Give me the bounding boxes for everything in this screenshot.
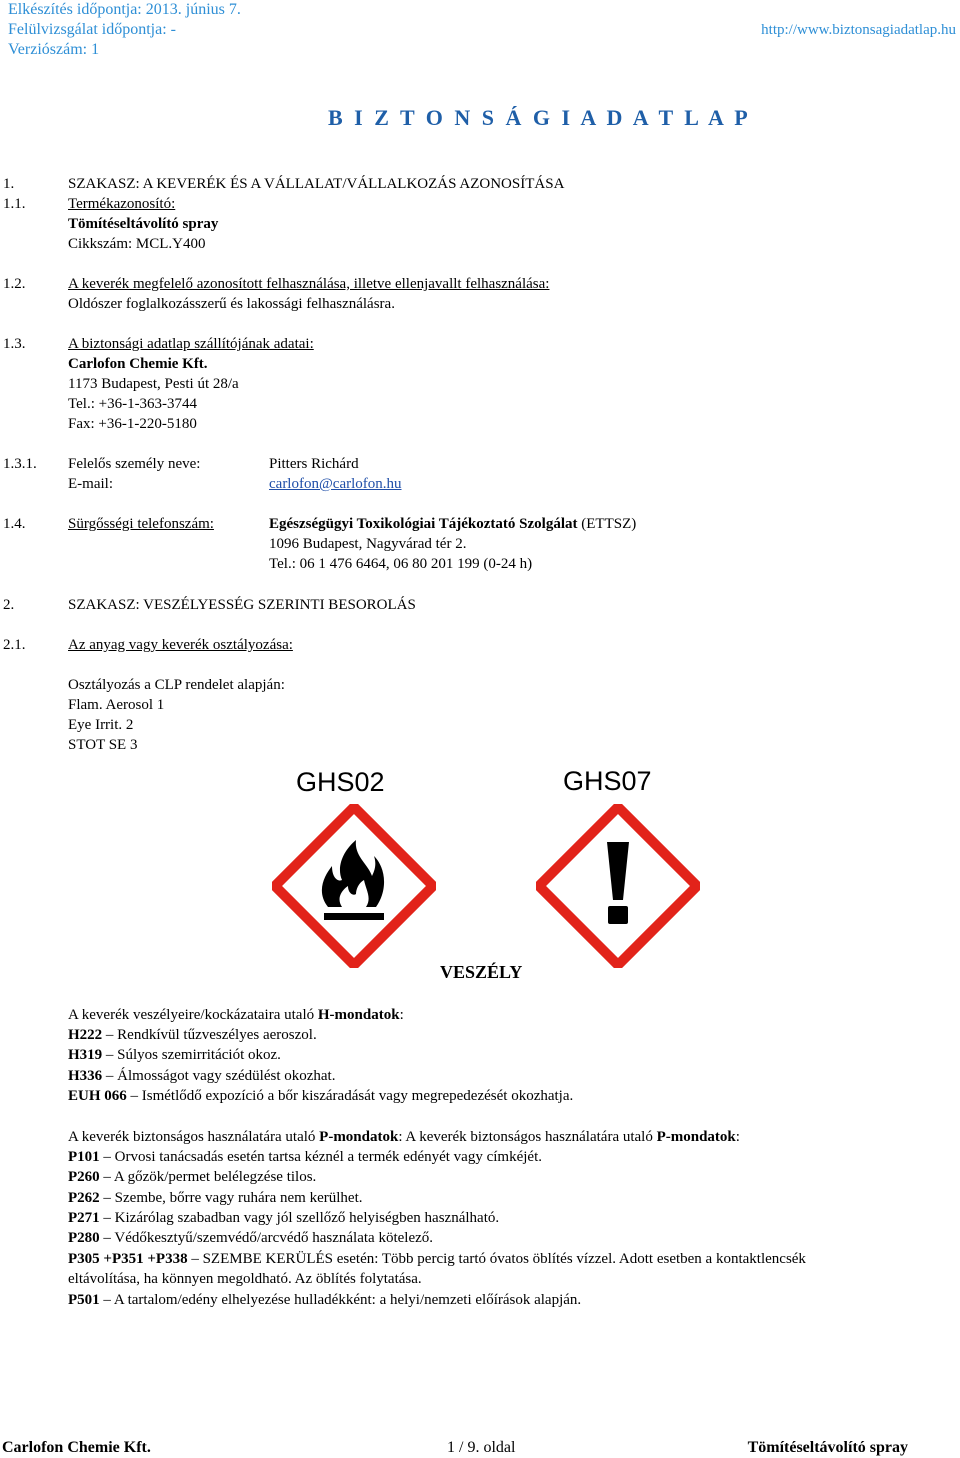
section-1-4 [0,514,960,534]
subsection-number: 1.3. [3,336,26,352]
company-phone: Tel.: +36-1-363-3744 [68,396,198,412]
responsible-person-label: Felelős személy neve: [68,456,201,472]
p-statements-intro: A keverék biztonságos használatára utaló P-mondatok: A keverék biztonságos használatára utaló P-mondatok: [68,1129,740,1145]
h-statement: H336 – Álmosságot vagy szédülést okozhat. [68,1068,336,1084]
section-1-3 [0,334,960,354]
reviewed-date: Felülvizsgálat időpontja: - [8,21,176,38]
product-name: Tömítéseltávolító spray [68,216,219,232]
company-name: Carlofon Chemie Kft. [68,356,208,372]
section-1-3-1 [0,454,960,474]
section-1-2 [0,274,960,294]
section-title: SZAKASZ: A KEVERÉK ÉS A VÁLLALAT/VÁLLALKOZÁS AZONOSÍTÁSA [68,176,565,192]
item-number: Cikkszám: MCL.Y400 [68,236,206,252]
footer-product: Tömítéseltávolító spray [747,1439,908,1456]
responsible-person-name: Pitters Richárd [269,456,359,472]
footer-page-number: 1 / 9. oldal [447,1439,516,1456]
subsection-label: Sürgősségi telefonszám: [68,516,214,532]
created-date: Elkészítés időpontja: 2013. június 7. [8,1,241,18]
version-number: Verziószám: 1 [8,41,100,58]
section-number: 2. [3,597,15,613]
subsection-label: Termékazonosító: [68,196,176,212]
p-statement: P260 – A gőzök/permet belélegzése tilos. [68,1169,317,1185]
section-1-1 [0,194,960,214]
subsection-number: 1.4. [3,516,26,532]
emergency-org-name: Egészségügyi Toxikológiai Tájékoztató Szolgálat [269,516,578,532]
h-statement: H222 – Rendkívül tűzveszélyes aeroszol. [68,1027,317,1043]
subsection-label: Az anyag vagy keverék osztályozása: [68,637,293,653]
header-url-link[interactable]: http://www.biztonsagiadatlap.hu [761,22,956,38]
p-statement: P262 – Szembe, bőrre vagy ruhára nem kerülhet. [68,1190,363,1206]
company-address: 1173 Budapest, Pesti út 28/a [68,376,239,392]
hazard-class: Flam. Aerosol 1 [68,697,165,713]
ghs02-flame-icon [272,804,436,968]
hazard-class: Eye Irrit. 2 [68,717,134,733]
emergency-address: 1096 Budapest, Nagyvárad tér 2. [269,536,467,552]
company-fax: Fax: +36-1-220-5180 [68,416,197,432]
ghs07-exclamation-icon [536,804,700,968]
email-link[interactable]: carlofon@carlofon.hu [269,476,402,492]
p-statement: P305 +P351 +P338 – SZEMBE KERÜLÉS esetén: Több percig tartó óvatos öblítés vízzel. Adott esetben a kontaktlencsék [68,1251,806,1267]
emergency-phone: Tel.: 06 1 476 6464, 06 80 201 199 (0-24 h) [269,556,533,572]
emergency-org-abbr: (ETTSZ) [577,516,637,532]
subsection-number: 1.2. [3,276,26,292]
ghs02-label: GHS02 [296,767,385,797]
h-statement: H319 – Súlyos szemirritációt okoz. [68,1047,281,1063]
p-statement: P280 – Védőkesztyű/szemvédő/arcvédő használata kötelező. [68,1230,434,1246]
identified-use-text: Oldószer foglalkozásszerű és lakossági felhasználásra. [68,296,395,312]
subsection-number: 2.1. [3,637,26,653]
p-statement: P501 – A tartalom/edény elhelyezése hulladékként: a helyi/nemzeti előírások alapján. [68,1292,582,1308]
h-statements-intro: A keverék veszélyeire/kockázataira utaló H-mondatok: [68,1007,404,1023]
section-title: SZAKASZ: VESZÉLYESSÉG SZERINTI BESOROLÁS [68,597,416,613]
subsection-label: A biztonsági adatlap szállítójának adatai: [68,336,314,352]
p-statement: P101 – Orvosi tanácsadás esetén tartsa kéznél a termék edényét vagy címkéjét. [68,1149,542,1165]
ghs07-label: GHS07 [563,766,652,796]
section-1-heading [0,174,960,194]
document-title: B I Z T O N S Á G I A D A T L A P [328,105,751,130]
subsection-number: 1.1. [3,196,26,212]
h-statement: EUH 066 – Ismétlődő expozíció a bőr kiszáradását vagy megrepedezését okozhatja. [68,1088,574,1104]
p-statement-continued: eltávolítása, ha könnyen megoldható. Az öblítés folytatása. [68,1271,422,1287]
subsection-number: 1.3.1. [3,456,37,472]
footer-company: Carlofon Chemie Kft. [2,1439,151,1456]
subsection-label: A keverék megfelelő azonosított felhasználása, illetve ellenjavallt felhasználása: [68,276,550,292]
section-2-1 [0,635,960,655]
email-row [0,474,960,494]
section-2-heading [0,595,960,615]
section-number: 1. [3,176,15,192]
email-label: E-mail: [68,476,113,492]
clp-classification-label: Osztályozás a CLP rendelet alapján: [68,677,285,693]
signal-word: VESZÉLY [440,962,523,982]
hazard-class: STOT SE 3 [68,737,138,753]
p-statement: P271 – Kizárólag szabadban vagy jól szellőző helyiségben használható. [68,1210,500,1226]
